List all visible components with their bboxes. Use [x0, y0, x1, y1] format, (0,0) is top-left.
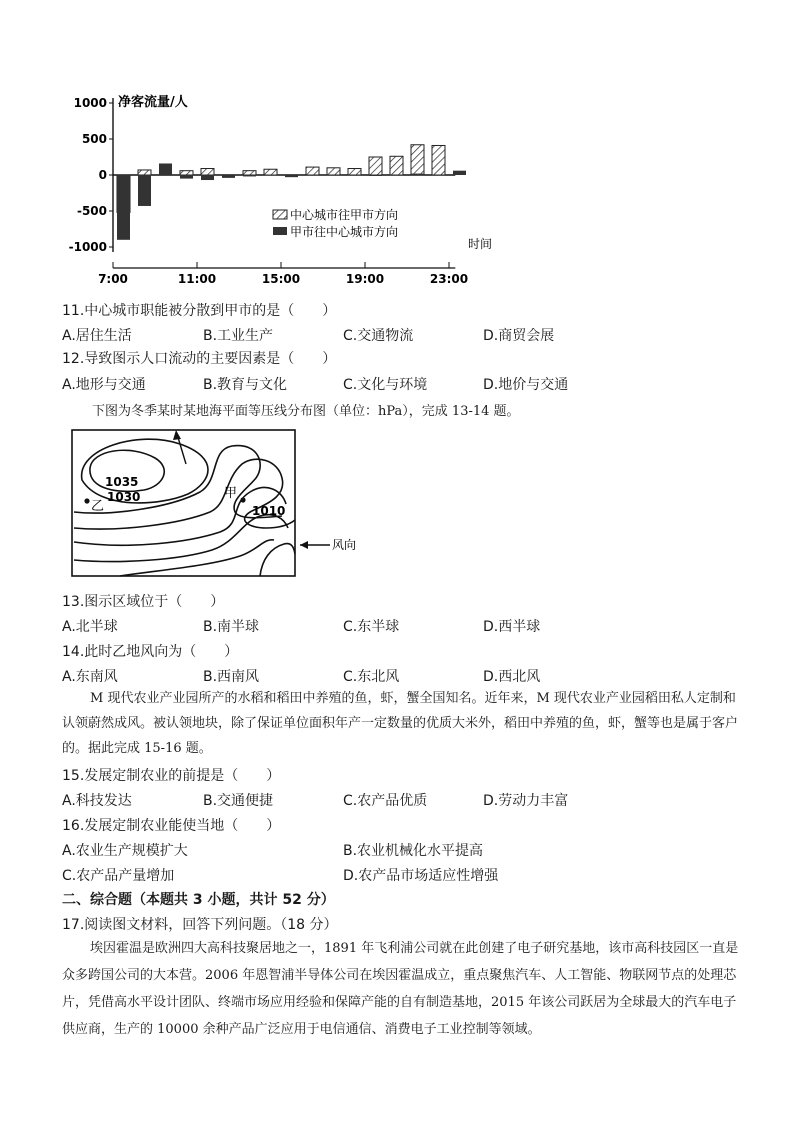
legend-swatch-hatch [273, 210, 287, 219]
bar-inbound [180, 175, 193, 179]
q14-option-c: C.东北风 [343, 669, 400, 685]
q11-option-b: B.工业生产 [203, 328, 274, 344]
legend-label-inbound: 甲市往中心城市方向 [290, 225, 399, 239]
q12-option-d: D.地价与交通 [483, 377, 569, 393]
bar-outbound [432, 145, 445, 175]
q14-option-a: A.东南风 [62, 669, 118, 685]
q16-option-d: D.农产品市场适应性增强 [343, 868, 499, 884]
q16-stem: 16.发展定制农业能使当地（ ） [62, 818, 281, 834]
bar-outbound [264, 169, 277, 175]
x-axis-label: 时间 [468, 237, 493, 251]
q16-option-c: C.农产品产量增加 [62, 868, 175, 884]
bar-inbound [369, 175, 382, 176]
bar-outbound [180, 171, 193, 175]
place-label-yi: 乙 [91, 499, 105, 514]
y-tick-label: -500 [76, 204, 107, 218]
bar-inbound [285, 175, 298, 177]
isobar-map [60, 420, 380, 585]
q13-option-b: B.南半球 [203, 619, 260, 635]
q11-option-a: A.居住生活 [62, 328, 132, 344]
x-tick-label: 7:00 [98, 272, 128, 286]
passenger-flow-chart [0, 0, 794, 300]
q11-option-d: D.商贸会展 [483, 328, 555, 344]
q13-option-d: D.西半球 [483, 619, 541, 635]
point-yi-marker [84, 498, 89, 503]
north-arrow-icon [173, 430, 181, 440]
bar-inbound [201, 175, 214, 180]
q15-option-c: C.农产品优质 [343, 793, 428, 809]
bar-outbound [411, 145, 424, 175]
map-frame [72, 430, 295, 576]
bar-outbound [369, 157, 382, 175]
legend-swatch-solid [273, 227, 287, 235]
x-tick-label: 15:00 [261, 272, 301, 286]
bar-inbound [243, 175, 256, 176]
y-tick-label: 1000 [73, 96, 107, 110]
bar-outbound [327, 168, 340, 175]
q13-stem: 13.图示区域位于（ ） [62, 594, 225, 610]
x-tick-label: 11:00 [177, 272, 217, 286]
wind-arrow-icon [300, 541, 308, 549]
q14-option-b: B.西南风 [203, 669, 260, 685]
q13-option-c: C.东半球 [343, 619, 400, 635]
isobar-label-1030: 1030 [107, 490, 141, 504]
y-axis-label: 净客流量/人 [118, 95, 188, 110]
isobar-label-1010: 1010 [252, 504, 286, 518]
bar-inbound [138, 175, 151, 206]
bar-inbound [159, 163, 172, 175]
q16-option-b: B.农业机械化水平提高 [343, 843, 484, 859]
y-tick-label: 500 [81, 132, 107, 146]
isobar-label-1035: 1035 [105, 475, 139, 489]
q17-material: 埃因霍温是欧洲四大高科技聚居地之一，1891 年飞利浦公司就在此创建了电子研究基地，该市高科技园区一直是众多跨国公司的大本营。2006 年恩智浦半导体公司在埃因霍温成立，重点聚焦汽车、人工智能、物联网节点的处理芯片，凭借高水平设计团队、终端市场应用经验和保障产能的自有制造基地，2015 年该公司跃居为全球最大的汽车电子供应商，生产的 10000 余种产品广泛应用于电信通信、消费电子工业控制等领域。 [62, 941, 739, 1037]
x-tick-label: 23:00 [429, 272, 469, 286]
q11-stem: 11.中心城市职能被分散到甲市的是（ ） [62, 303, 337, 319]
bar-outbound [138, 170, 151, 175]
place-label-jia: 甲 [224, 486, 238, 501]
bar-outbound [306, 167, 319, 175]
q15-option-d: D.劳动力丰富 [483, 793, 569, 809]
q14-stem: 14.此时乙地风向为（ ） [62, 644, 239, 660]
bar-outbound [201, 169, 214, 175]
q12-stem: 12.导致图示人口流动的主要因素是（ ） [62, 351, 337, 367]
y-tick-label: 0 [98, 168, 107, 182]
q15-stem: 15.发展定制农业的前提是（ ） [62, 768, 281, 784]
bar-outbound [348, 169, 361, 175]
q15-option-a: A.科技发达 [62, 793, 132, 809]
bar-outbound [390, 156, 403, 175]
bar-inbound [453, 171, 466, 175]
q12-option-a: A.地形与交通 [62, 377, 146, 393]
q17-stem: 17.阅读图文材料，回答下列问题。（18 分） [62, 917, 338, 933]
bar-outbound [243, 171, 256, 175]
section-2-heading: 二、综合题（本题共 3 小题，共计 52 分） [62, 892, 335, 908]
q12-option-b: B.教育与文化 [203, 377, 288, 393]
point-jia-marker [240, 497, 245, 502]
x-tick-label: 19:00 [345, 272, 385, 286]
wind-label: 风向 [332, 538, 357, 552]
legend [273, 207, 398, 239]
legend-label-outbound: 中心城市往甲市方向 [290, 208, 399, 222]
q11-option-c: C.交通物流 [343, 328, 414, 344]
y-tick-label: -1000 [68, 240, 107, 254]
q14-option-d: D.西北风 [483, 669, 541, 685]
intro-13-14: 下图为冬季某时某地海平面等压线分布图（单位：hPa），完成 13-14 题。 [92, 404, 520, 419]
q12-option-c: C.文化与环境 [343, 377, 428, 393]
bar-inbound [117, 175, 130, 240]
q15-option-b: B.交通便捷 [203, 793, 274, 809]
q13-option-a: A.北半球 [62, 619, 118, 635]
intro-15-16: M 现代农业产业园所产的水稻和稻田中养殖的鱼，虾，蟹全国知名。近年来，M 现代农业产业园稻田私人定制和认领蔚然成风。被认领地块，除了保证单位面积年产一定数量的优质大米外，稻田中养殖的鱼，虾，蟹等也是属于客户的。据此完成 15-16 题。 [62, 691, 739, 756]
bar-inbound [411, 174, 424, 175]
q16-option-a: A.农业生产规模扩大 [62, 843, 188, 859]
bar-inbound [222, 175, 235, 178]
